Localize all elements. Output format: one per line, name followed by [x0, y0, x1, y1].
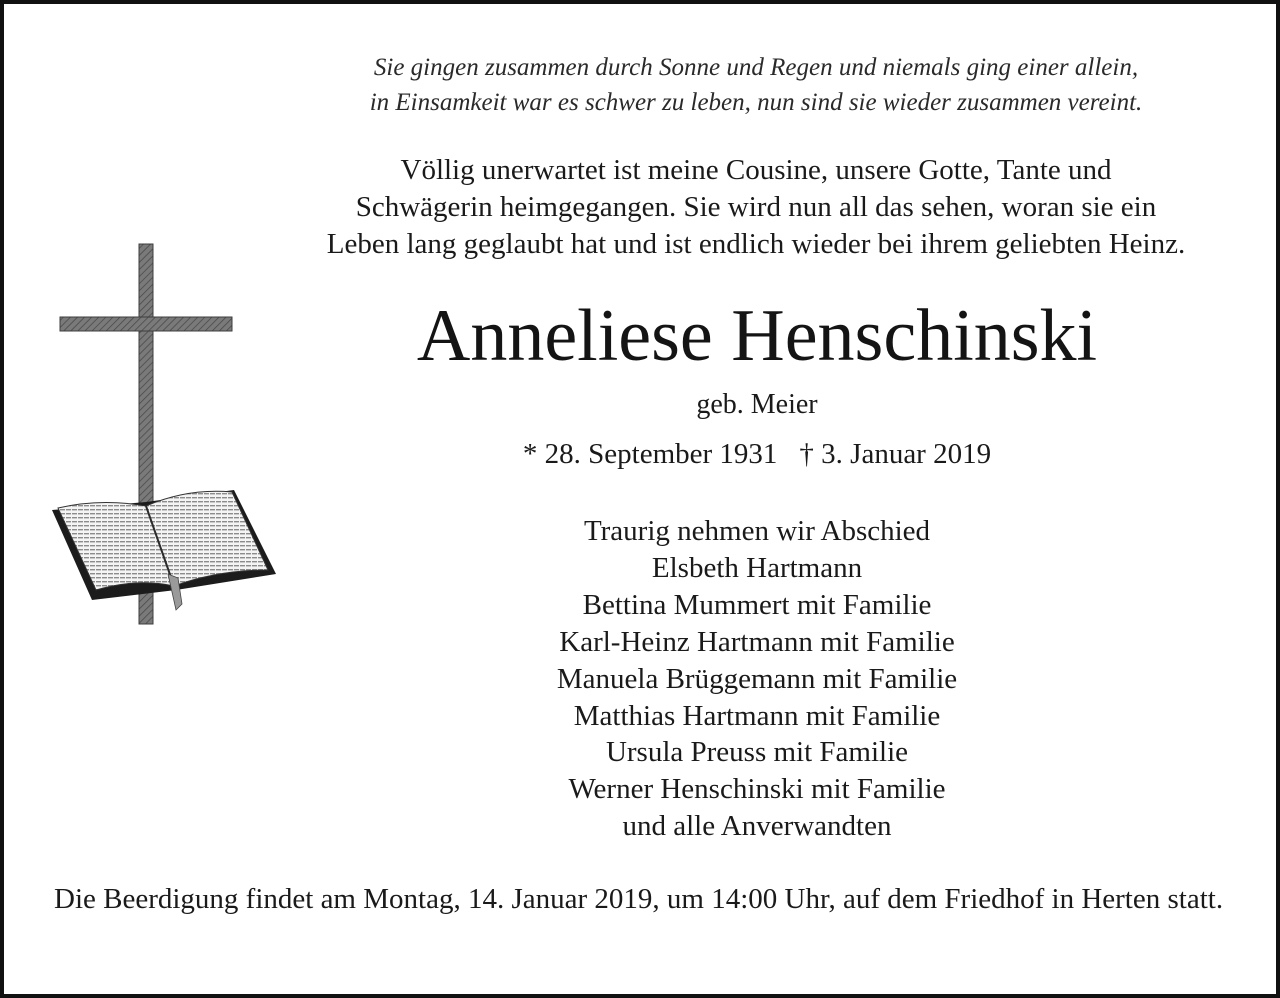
cross-with-bible-icon: [48, 240, 280, 626]
mourners-list: [304, 513, 1210, 845]
life-dates: [304, 436, 1210, 472]
mourner-entry: Matthias Hartmann mit Familie: [573, 699, 941, 732]
mourner-entry: Manuela Brüggemann mit Familie: [556, 662, 958, 695]
intro-paragraph: [266, 152, 1246, 263]
mourners-heading: Traurig nehmen wir Abschied: [583, 515, 931, 547]
maiden-name: geb. Meier: [696, 389, 818, 420]
death-date: † 3. Januar 2019: [799, 438, 992, 470]
mourner-entry: Elsbeth Hartmann: [651, 551, 863, 584]
intro-line: Leben lang geglaubt hat und ist endlich wieder bei ihrem geliebten Heinz.: [326, 228, 1186, 260]
funeral-details: Die Beerdigung findet am Montag, 14. Januar 2019, um 14:00 Uhr, auf dem Friedhof in Herten statt.: [54, 883, 1224, 915]
deceased-name: Anneliese Henschinski: [416, 295, 1098, 377]
intro-line: Schwägerin heimgegangen. Sie wird nun all das sehen, woran sie ein: [355, 191, 1157, 223]
poem-quote: [286, 50, 1226, 120]
birth-date: * 28. September 1931: [522, 438, 778, 470]
poem-line: Sie gingen zusammen durch Sonne und Regen und niemals ging einer allein,: [373, 54, 1139, 81]
mourner-entry: Werner Henschinski mit Familie: [568, 773, 946, 806]
mourner-entry: Karl-Heinz Hartmann mit Familie: [559, 625, 955, 658]
poem-line: in Einsamkeit war es schwer zu leben, nun sind sie wieder zusammen vereint.: [369, 89, 1143, 116]
mourner-entry: und alle Anverwandten: [622, 810, 892, 843]
mourner-entry: Bettina Mummert mit Familie: [582, 588, 932, 621]
intro-line: Völlig unerwartet ist meine Cousine, unsere Gotte, Tante und: [400, 154, 1112, 186]
mourner-entry: Ursula Preuss mit Familie: [605, 736, 909, 769]
